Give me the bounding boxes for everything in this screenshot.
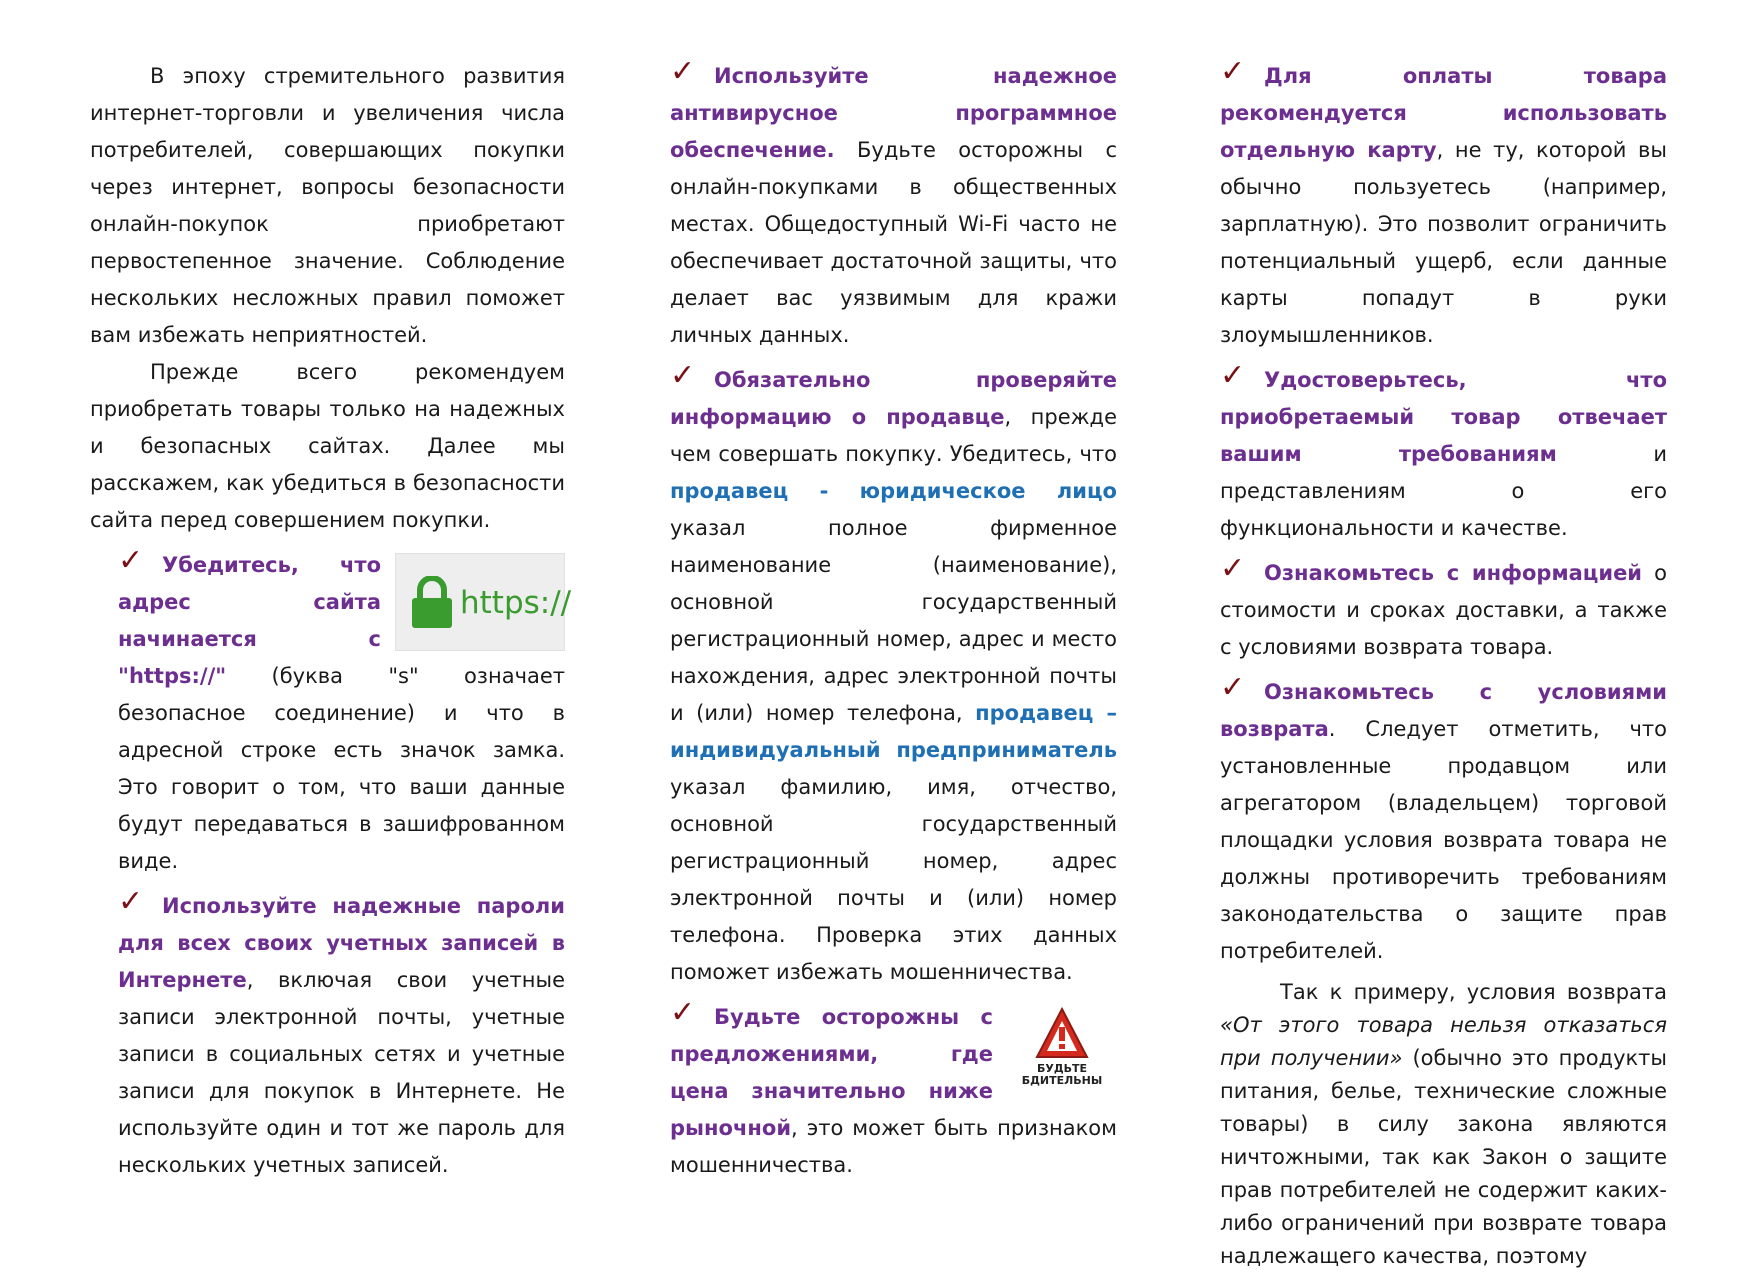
tip-seller-text-b: указал полное фирменное наименование (наименование), основной государственный регистрационный номер, адрес и место нахождения, адрес электронной почты и (или) номер телефона, xyxy=(670,516,1117,725)
tip-delivery-highlight: Ознакомьтесь с информацией xyxy=(1264,561,1643,585)
return-example-text-b: (обычно это продукты питания, белье, технические сложные товары) в силу закона являются ничтожными, так как Закон о защите прав потребителей не содержит каких-либо ограничений при возврате товара надлежащего качества, поэтому xyxy=(1220,1046,1667,1268)
check-mark-icon: ✓ xyxy=(118,543,144,578)
return-example-paragraph xyxy=(1220,976,1667,1273)
tip-separate-card xyxy=(1220,54,1667,354)
check-mark-icon: ✓ xyxy=(1220,358,1246,393)
check-mark-icon: ✓ xyxy=(1220,670,1246,705)
tip-passwords-text: , включая свои учетные записи электронной почты, учетные записи в социальных сетях и учетные записи для покупок в Интернете. Не используйте один и тот же пароль для нескольких учетных записей. xyxy=(118,968,565,1177)
tip-https xyxy=(118,543,572,880)
check-mark-icon: ✓ xyxy=(670,358,696,393)
seller-legal-entity: продавец - юридическое лицо xyxy=(670,479,1117,503)
warning-label: БУДЬТЕ БДИТЕЛЬНЫ xyxy=(1021,1062,1103,1087)
tip-https-highlight: Убедитесь, что адрес сайта начинается с "https://" xyxy=(118,553,381,688)
tip-delivery-text: о стоимости и сроках доставки, а также с условиями возврата товара. xyxy=(1220,561,1667,659)
tip-seller-highlight: Обязательно проверяйте информацию о продавце xyxy=(670,368,1117,429)
tip-card-highlight: Для оплаты товара рекомендуется использовать отдельную карту xyxy=(1220,64,1667,162)
tip-return-text: . Следует отметить, что установленные продавцом или агрегатором (владельцем) торговой площадки условия возврата товара не должны противоречить требованиям законодательства о защите прав потребителей. xyxy=(1220,717,1667,963)
tip-antivirus xyxy=(670,54,1117,354)
check-mark-icon: ✓ xyxy=(118,884,144,919)
recommend-paragraph: Прежде всего рекомендуем приобретать товары только на надежных и безопасных сайтах. Далее мы расскажем, как убедиться в безопасности сайта перед совершением покупки. xyxy=(90,360,565,532)
tip-low-price xyxy=(670,995,1117,1184)
tip-low-price-highlight: Будьте осторожны с предложениями, где цена значительно ниже рыночной xyxy=(670,1005,993,1140)
tip-low-price-text: , это может быть признаком мошенничества. xyxy=(670,1116,1117,1177)
check-mark-icon: ✓ xyxy=(1220,551,1246,586)
return-example-quote: «От этого товара нельзя отказаться при получении» xyxy=(1220,1013,1667,1070)
tip-return xyxy=(1220,670,1667,970)
tip-requirements-text: и представлениям о его функциональности и качестве. xyxy=(1220,442,1667,540)
tip-requirements xyxy=(1220,358,1667,547)
check-mark-icon: ✓ xyxy=(670,995,696,1030)
check-mark-icon: ✓ xyxy=(1220,54,1246,89)
seller-entrepreneur: продавец – индивидуальный предприниматель xyxy=(670,701,1117,762)
https-label: https:// xyxy=(460,585,572,621)
column-3 xyxy=(1220,54,1667,1273)
tip-requirements-highlight: Удостоверьтесь, что приобретаемый товар отвечает вашим требованиям xyxy=(1220,368,1667,466)
tip-passwords-highlight: Используйте надежные пароли для всех своих учетных записей в Интернете xyxy=(118,894,565,992)
check-mark-icon: ✓ xyxy=(670,54,696,89)
tip-antivirus-highlight: Используйте надежное антивирусное программное обеспечение. xyxy=(670,64,1117,162)
tip-seller-text-a: , прежде чем совершать покупку. Убедитесь, что xyxy=(670,405,1117,466)
tip-seller-info xyxy=(670,358,1117,991)
tip-delivery xyxy=(1220,551,1667,666)
tip-seller-text-c: указал фамилию, имя, отчество, основной государственный регистрационный номер, адрес электронной почты и (или) номер телефона. Проверка этих данных поможет избежать мошенничества. xyxy=(670,775,1117,984)
tip-card-text: , не ту, которой вы обычно пользуетесь (например, зарплатную). Это позволит ограничить потенциальный ущерб, если данные карты попадут в руки злоумышленников. xyxy=(1220,138,1667,347)
warning-image xyxy=(1007,1005,1117,1105)
column-1 xyxy=(90,58,572,1184)
https-image xyxy=(395,553,572,651)
padlock-icon xyxy=(410,576,454,628)
tip-passwords xyxy=(118,884,565,1184)
column-2 xyxy=(670,54,1117,1184)
intro-paragraph: В эпоху стремительного развития интернет-торговли и увеличения числа потребителей, совершающих покупки через интернет, вопросы безопасности онлайн-покупок приобретают первостепенное значение. Соблюдение нескольких несложных правил поможет вам избежать неприятностей. xyxy=(90,64,565,347)
return-example-text-a: Так к примеру, условия возврата xyxy=(1280,980,1667,1004)
tip-https-text: (буква "s" означает безопасное соединение) и что в адресной строке есть значок замка. Это говорит о том, что ваши данные будут передаваться в зашифрованном виде. xyxy=(118,664,565,873)
tip-return-highlight: Ознакомьтесь с условиями возврата xyxy=(1220,680,1667,741)
warning-triangle-icon xyxy=(1007,1005,1117,1065)
tip-antivirus-text: Будьте осторожны с онлайн-покупками в общественных местах. Общедоступный Wi-Fi часто не обеспечивает достаточной защиты, что делает вас уязвимым для кражи личных данных. xyxy=(670,138,1117,347)
